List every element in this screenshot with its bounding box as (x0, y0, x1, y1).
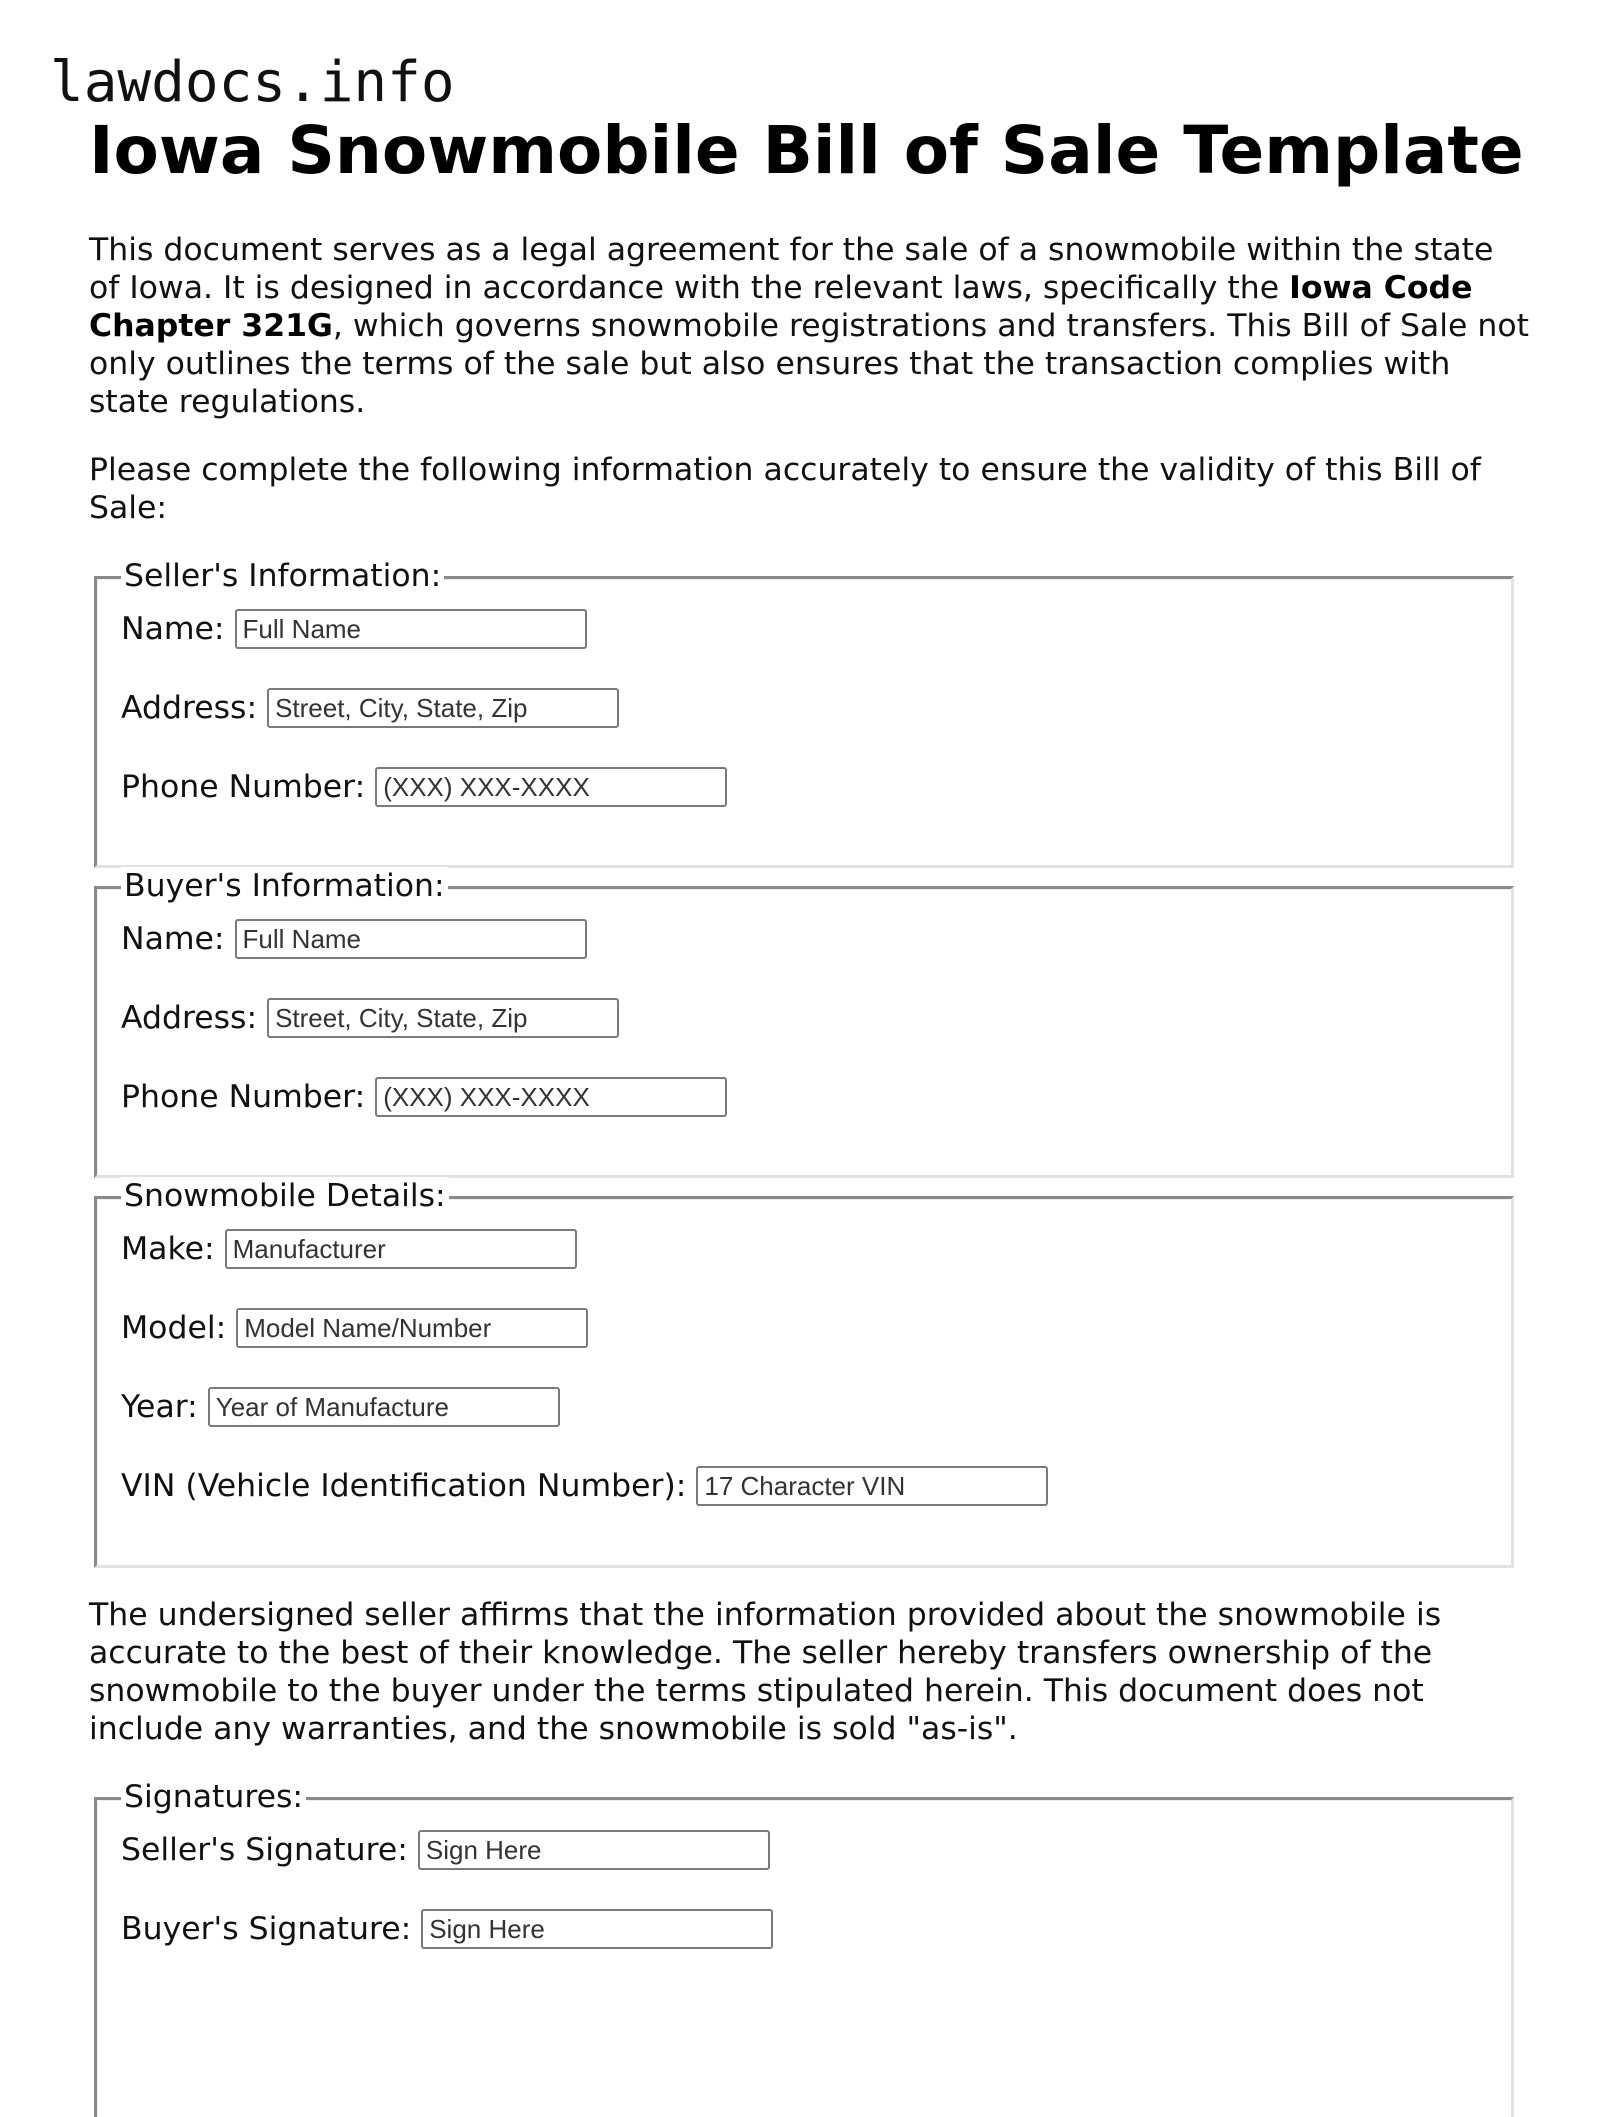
buyer-phone-label: Phone Number: (121, 1079, 366, 1115)
signatures-legend: Signatures: (121, 1778, 306, 1816)
make-label: Make: (121, 1231, 215, 1267)
seller-name-label: Name: (121, 611, 225, 647)
buyer-address-input[interactable] (267, 998, 619, 1038)
seller-phone-input[interactable] (375, 767, 727, 807)
seller-signature-row (121, 1830, 770, 1870)
seller-info-section (94, 558, 1514, 868)
seller-phone-row (121, 767, 727, 807)
seller-info-legend: Seller's Information: (121, 557, 444, 595)
instructions-paragraph: Please complete the following information accurately to ensure the validity of this Bill of Sale: (89, 452, 1481, 526)
seller-phone-label: Phone Number: (121, 769, 366, 805)
snowmobile-details-legend: Snowmobile Details: (121, 1177, 449, 1215)
model-label: Model: (121, 1310, 227, 1346)
model-row (121, 1308, 588, 1348)
buyer-phone-row (121, 1077, 727, 1117)
year-input[interactable] (208, 1387, 560, 1427)
buyer-name-row (121, 919, 587, 959)
buyer-phone-input[interactable] (375, 1077, 727, 1117)
snowmobile-details-section (94, 1178, 1514, 1568)
buyer-info-section (94, 868, 1514, 1178)
buyer-address-label: Address: (121, 1000, 258, 1036)
vin-input[interactable] (696, 1466, 1048, 1506)
page-title: Iowa Snowmobile Bill of Sale Template (89, 112, 1524, 189)
seller-address-row (121, 688, 619, 728)
seller-address-input[interactable] (267, 688, 619, 728)
signatures-section (94, 1779, 1514, 2117)
vin-row (121, 1466, 1048, 1506)
seller-address-label: Address: (121, 690, 258, 726)
buyer-signature-input[interactable] (421, 1909, 773, 1949)
intro-paragraph (89, 231, 1529, 421)
buyer-signature-label: Buyer's Signature: (121, 1911, 412, 1947)
make-row (121, 1229, 577, 1269)
seller-name-input[interactable] (235, 609, 587, 649)
buyer-address-row (121, 998, 619, 1038)
model-input[interactable] (236, 1308, 588, 1348)
make-input[interactable] (225, 1229, 577, 1269)
seller-signature-label: Seller's Signature: (121, 1832, 408, 1868)
site-brand: lawdocs.info (50, 50, 455, 115)
intro-text-end: , which governs snowmobile registrations and transfers. This Bill of Sale not only outlines the terms of the sale but also ensures that the transaction complies with state regulations. (89, 308, 1529, 420)
year-label: Year: (121, 1389, 198, 1425)
intro-text-start: This document serves as a legal agreement for the sale of a snowmobile within the state of Iowa. It is designed in accordance with the relevant laws, specifically the (89, 232, 1494, 306)
buyer-signature-row (121, 1909, 773, 1949)
vin-label: VIN (Vehicle Identification Number): (121, 1468, 687, 1504)
buyer-name-label: Name: (121, 921, 225, 957)
statute-reference: Iowa Code Chapter 321G (89, 270, 1473, 344)
buyer-info-legend: Buyer's Information: (121, 867, 448, 905)
seller-name-row (121, 609, 587, 649)
affirmation-paragraph: The undersigned seller affirms that the information provided about the snowmobile is accurate to the best of their knowledge. The seller hereby transfers ownership of the snowmobile to the buyer under the terms stipulated herein. This document does not include any warranties, and the snowmobile is sold "as-is". (89, 1597, 1442, 1747)
seller-signature-input[interactable] (418, 1830, 770, 1870)
year-row (121, 1387, 560, 1427)
buyer-name-input[interactable] (235, 919, 587, 959)
